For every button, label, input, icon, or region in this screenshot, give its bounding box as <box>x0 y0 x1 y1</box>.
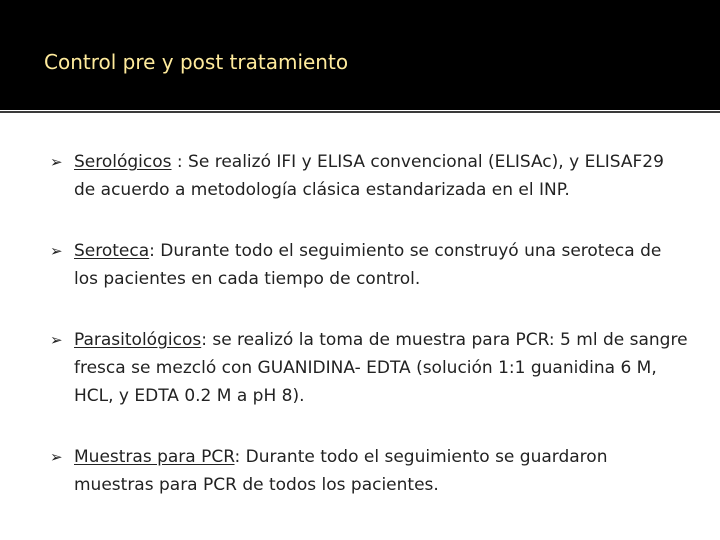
bullet-text: : se realizó la toma de muestra para PCR: 5 ml de sangre fresca se mezcló con GUANIDINA- EDTA (solución 1:1 guanidina 6 M, HCL, y EDTA 0.2 M a pH 8). <box>74 330 688 406</box>
bullet-text: : Durante todo el seguimiento se guardaron muestras para PCR de todos los pacientes. <box>74 447 608 495</box>
bullet-item-serologicos <box>50 148 690 204</box>
title-divider <box>0 111 720 113</box>
bullet-text: : Durante todo el seguimiento se construyó una seroteca de los pacientes en cada tiempo de control. <box>74 241 662 289</box>
slide-title: Control pre y post tratamiento <box>44 50 349 74</box>
bullet-item-muestras-pcr <box>50 443 690 499</box>
bullet-term: Seroteca <box>74 241 150 261</box>
bullet-term: Parasitológicos <box>74 330 202 350</box>
bullet-text: : Se realizó IFI y ELISA convencional (ELISAc), y ELISAF29 de acuerdo a metodología clásica estandarizada en el INP. <box>74 152 664 200</box>
title-bar <box>0 0 720 110</box>
bullet-item-seroteca <box>50 237 690 293</box>
bullet-term: Serológicos <box>74 152 172 172</box>
arrow-bullet-icon: ➢ <box>50 153 63 171</box>
bullet-list <box>50 148 690 532</box>
arrow-bullet-icon: ➢ <box>50 448 63 466</box>
bullet-item-parasitologicos <box>50 326 690 410</box>
arrow-bullet-icon: ➢ <box>50 331 63 349</box>
bullet-term: Muestras para PCR <box>74 447 235 467</box>
arrow-bullet-icon: ➢ <box>50 242 63 260</box>
